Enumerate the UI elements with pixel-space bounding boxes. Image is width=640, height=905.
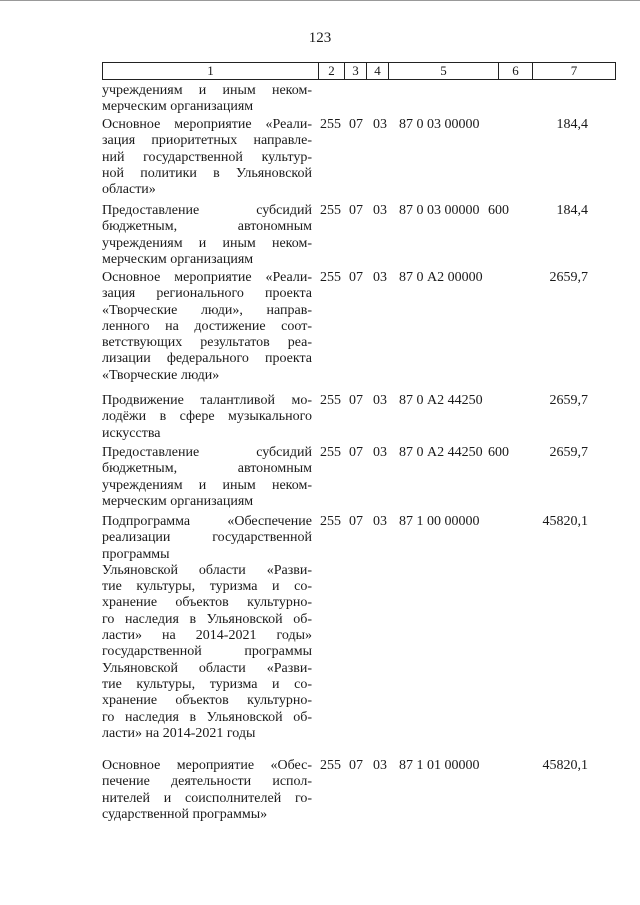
target-article-code: 87 0 А2 00000 (399, 270, 483, 285)
description-line: ной политики в Ульяновской (102, 165, 312, 181)
amount: 2659,7 (549, 270, 588, 285)
description-line: нителей и соисполнителей го- (102, 790, 312, 806)
target-article-code: 87 0 03 00000 (399, 117, 480, 132)
header-col-6: 6 (499, 63, 533, 79)
row-description (102, 270, 312, 384)
description-line: тие культуры, туризма и со- (102, 579, 312, 595)
description-line: бюджетным, автономным (102, 219, 312, 235)
description-line: учреждениям и иным неком- (102, 83, 312, 98)
subsection-code: 03 (373, 758, 387, 773)
section-code: 07 (349, 270, 363, 285)
chapter-code: 255 (320, 393, 341, 408)
description-line: тие культуры, туризма и со- (102, 676, 312, 692)
description-line: ласти» на 2014-2021 годы» (102, 628, 312, 644)
section-code: 07 (349, 758, 363, 773)
amount: 45820,1 (542, 758, 588, 773)
section-code: 07 (349, 393, 363, 408)
description-line: Основное мероприятие «Реали- (102, 117, 312, 132)
target-article-code: 87 1 01 00000 (399, 758, 480, 773)
section-code: 07 (349, 445, 363, 460)
description-line: учреждениям и иным неком- (102, 235, 312, 251)
chapter-code: 255 (320, 203, 341, 218)
description-line: программы (102, 546, 170, 562)
header-col-7: 7 (570, 63, 578, 78)
chapter-code: 255 (320, 758, 341, 773)
description-line: ветствующих результатов реа- (102, 335, 312, 351)
description-line: Подпрограмма «Обеспечение (102, 514, 312, 529)
subsection-code: 03 (373, 445, 387, 460)
row-description (102, 83, 312, 116)
row-description (102, 758, 312, 823)
description-line: зация регионального проекта (102, 286, 312, 302)
section-code: 07 (349, 203, 363, 218)
description-line: Предоставление субсидий (102, 203, 312, 218)
chapter-code: 255 (320, 445, 341, 460)
expense-type-code: 600 (488, 445, 509, 460)
subsection-code: 03 (373, 203, 387, 218)
scan-artifact (0, 0, 640, 1)
amount: 2659,7 (549, 445, 588, 460)
amount: 2659,7 (549, 393, 588, 408)
table-header (102, 62, 616, 80)
expense-type-code: 600 (488, 203, 509, 218)
section-code: 07 (349, 514, 363, 529)
target-article-code: 87 1 00 00000 (399, 514, 480, 529)
description-line: зация приоритетных направле- (102, 133, 312, 149)
target-article-code: 87 0 03 00000 (399, 203, 480, 218)
header-col-1: 1 (103, 63, 319, 79)
row-description (102, 117, 312, 198)
amount: 184,4 (556, 203, 588, 218)
description-line: Основное мероприятие «Обес- (102, 758, 312, 773)
description-line: «Творческие люди», направ- (102, 302, 312, 318)
target-article-code: 87 0 А2 44250 (399, 445, 483, 460)
section-code: 07 (349, 117, 363, 132)
description-line: искусства (102, 425, 161, 441)
subsection-code: 03 (373, 270, 387, 285)
description-line: ленного на достижение соот- (102, 318, 312, 334)
description-line: бюджетным, автономным (102, 461, 312, 477)
description-line: Предоставление субсидий (102, 445, 312, 460)
description-line: мерческим организациям (102, 493, 254, 509)
description-line: Ульяновской области «Разви- (102, 660, 312, 676)
header-col-2: 2 (319, 63, 345, 79)
amount: 184,4 (556, 117, 588, 132)
description-line: хранение объектов культурно- (102, 693, 312, 709)
description-line: Продвижение талантливой мо- (102, 393, 312, 408)
amount: 45820,1 (542, 514, 588, 529)
page-number: 123 (308, 30, 332, 46)
row-description (102, 445, 312, 510)
target-article-code: 87 0 А2 44250 (399, 393, 483, 408)
description-line: ласти» на 2014-2021 годы (102, 725, 256, 741)
description-line: учреждениям и иным неком- (102, 477, 312, 493)
description-line: го наследия в Ульяновской об- (102, 709, 312, 725)
row-description (102, 514, 312, 742)
description-line: сударственной программы» (102, 806, 268, 822)
subsection-code: 03 (373, 393, 387, 408)
description-line: печение деятельности испол- (102, 774, 312, 790)
description-line: хранение объектов культурно- (102, 595, 312, 611)
description-line: Основное мероприятие «Реали- (102, 270, 312, 285)
subsection-code: 03 (373, 514, 387, 529)
description-line: государственной программы (102, 644, 312, 660)
description-line: лодёжи в сфере музыкального (102, 409, 312, 425)
header-col-4: 4 (367, 63, 389, 79)
chapter-code: 255 (320, 117, 341, 132)
row-description (102, 203, 312, 268)
subsection-code: 03 (373, 117, 387, 132)
header-col-3: 3 (345, 63, 367, 79)
description-line: Ульяновской области «Разви- (102, 562, 312, 578)
description-line: мерческим организациям (102, 251, 254, 267)
header-col-5: 5 (389, 63, 499, 79)
row-description (102, 393, 312, 442)
description-line: реализации государственной (102, 530, 312, 546)
chapter-code: 255 (320, 514, 341, 529)
description-line: области» (102, 182, 156, 198)
description-line: ний государственной культур- (102, 149, 312, 165)
description-line: мерческим организациям (102, 99, 254, 115)
description-line: лизации федерального проекта (102, 351, 312, 367)
chapter-code: 255 (320, 270, 341, 285)
description-line: «Творческие люди» (102, 367, 220, 383)
description-line: го наследия в Ульяновской об- (102, 611, 312, 627)
